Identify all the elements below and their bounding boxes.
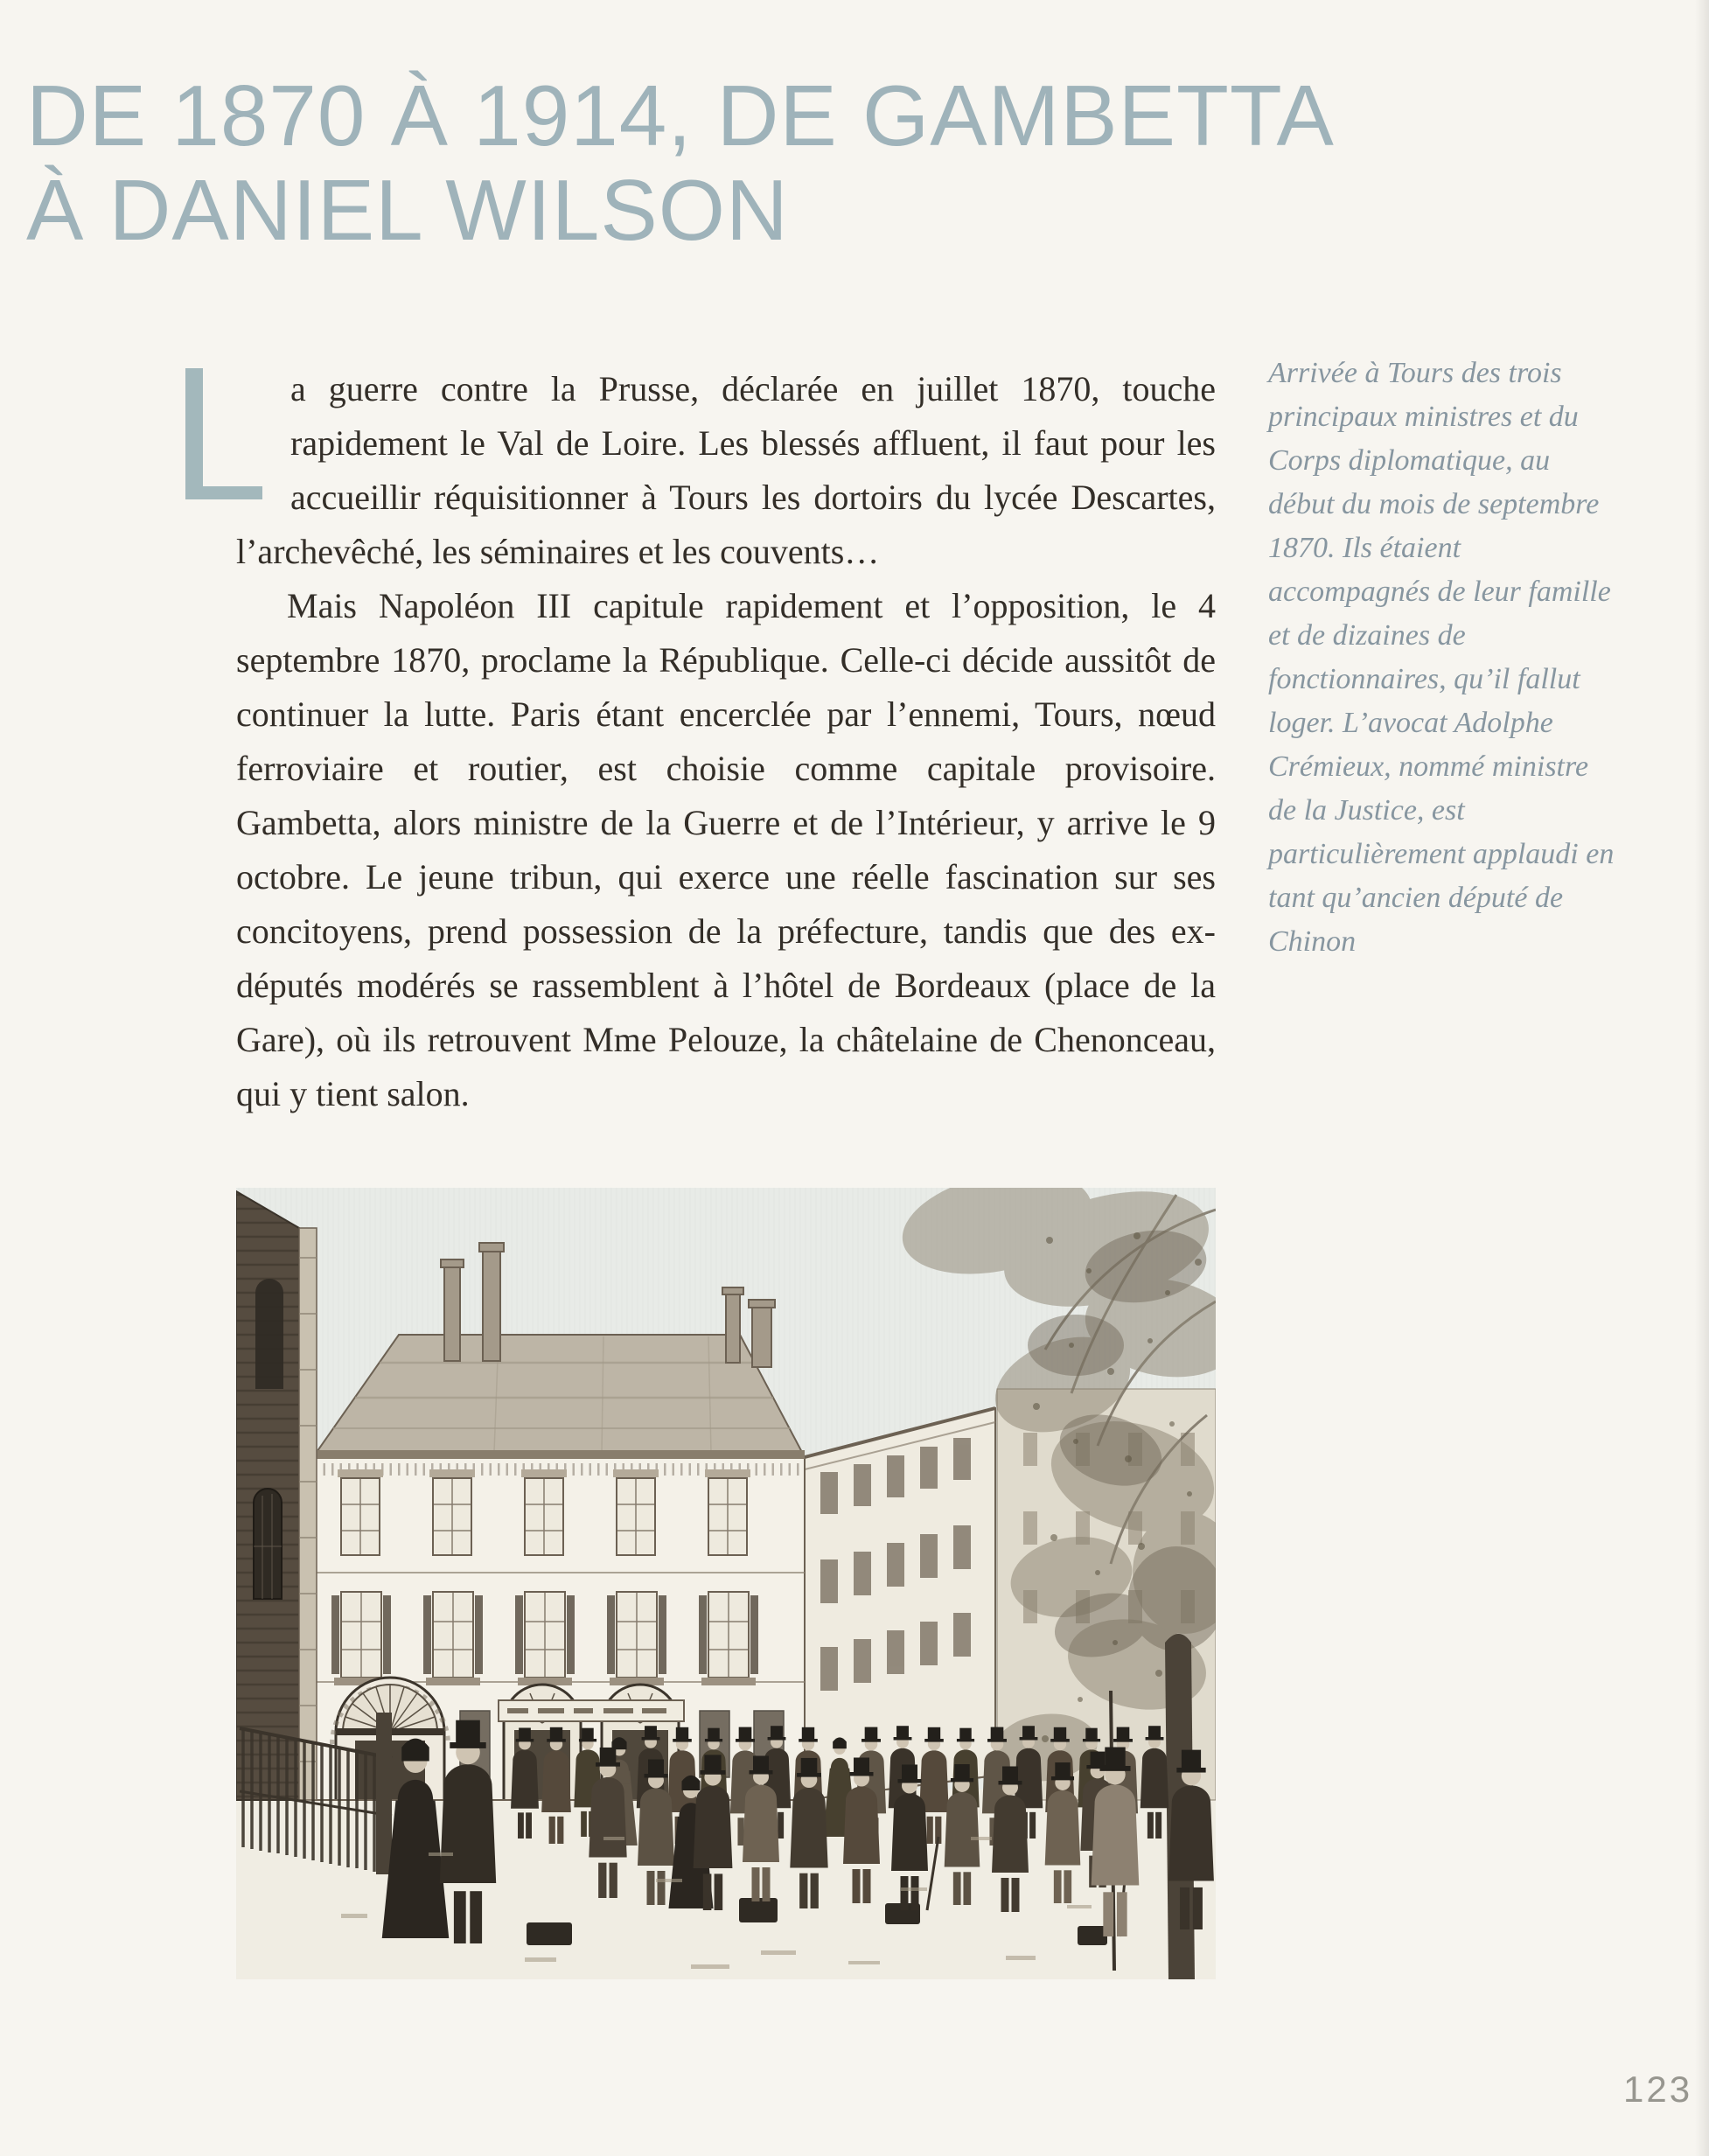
page-number: 123 (1623, 2069, 1693, 2110)
engraving-figure (236, 1188, 1216, 1979)
paragraph-1 (236, 362, 1216, 579)
body-column (236, 362, 1216, 1121)
paragraph-1-text: a guerre contre la Prusse, déclarée en juillet 1870, touche rapidement le Val de Loire. Les blessés affluent, il faut pour les accueillir réquisitionner à Tours les dortoirs du lycée Descartes, l’archevêché, les séminaires et les couvents… (236, 369, 1216, 571)
dropcap-spacer (236, 362, 290, 525)
chapter-title (26, 68, 1335, 257)
margin-caption-text: Arrivée à Tours des trois principaux ministres et du Corps diplomatique, au début du mois de septembre 1870. Ils étaient accompagnés de leur famille et de dizaines de fonctionnaires, qu’il fallut loger. L’avocat Adolphe Crémieux, nommé ministre de la Justice, est particulièrement applaudi en tant qu’ancien député de Chinon (1268, 357, 1615, 958)
scan-edge-shadow (1695, 0, 1709, 2156)
engraving-svg (236, 1188, 1216, 1979)
chapter-title-line2: À DANIEL WILSON (26, 161, 789, 258)
dropcap-bar (185, 368, 203, 499)
paragraph-2: Mais Napoléon III capitule rapidement et l’opposition, le 4 septembre 1870, proclame la République. Celle-ci décide aussitôt de continuer la lutte. Paris étant encerclée par l’ennemi, Tours, nœud ferroviaire et routier, est choisie comme capitale provisoire. Gambetta, alors ministre de la Guerre et de l’Intérieur, y arrive le 9 octobre. Le jeune tribun, qui exerce une réelle fascination sur ses concitoyens, prend possession de la préfecture, tandis que des ex-députés modérés se rassemblent à l’hôtel de Bordeaux (place de la Gare), où ils retrouvent Mme Pelouze, la châtelaine de Chenonceau, qui y tient salon. (236, 586, 1216, 1113)
chapter-title-line1: DE 1870 À 1914, DE GAMBETTA (26, 66, 1335, 164)
left-dark-building (236, 1191, 317, 1800)
margin-caption (1268, 352, 1618, 964)
